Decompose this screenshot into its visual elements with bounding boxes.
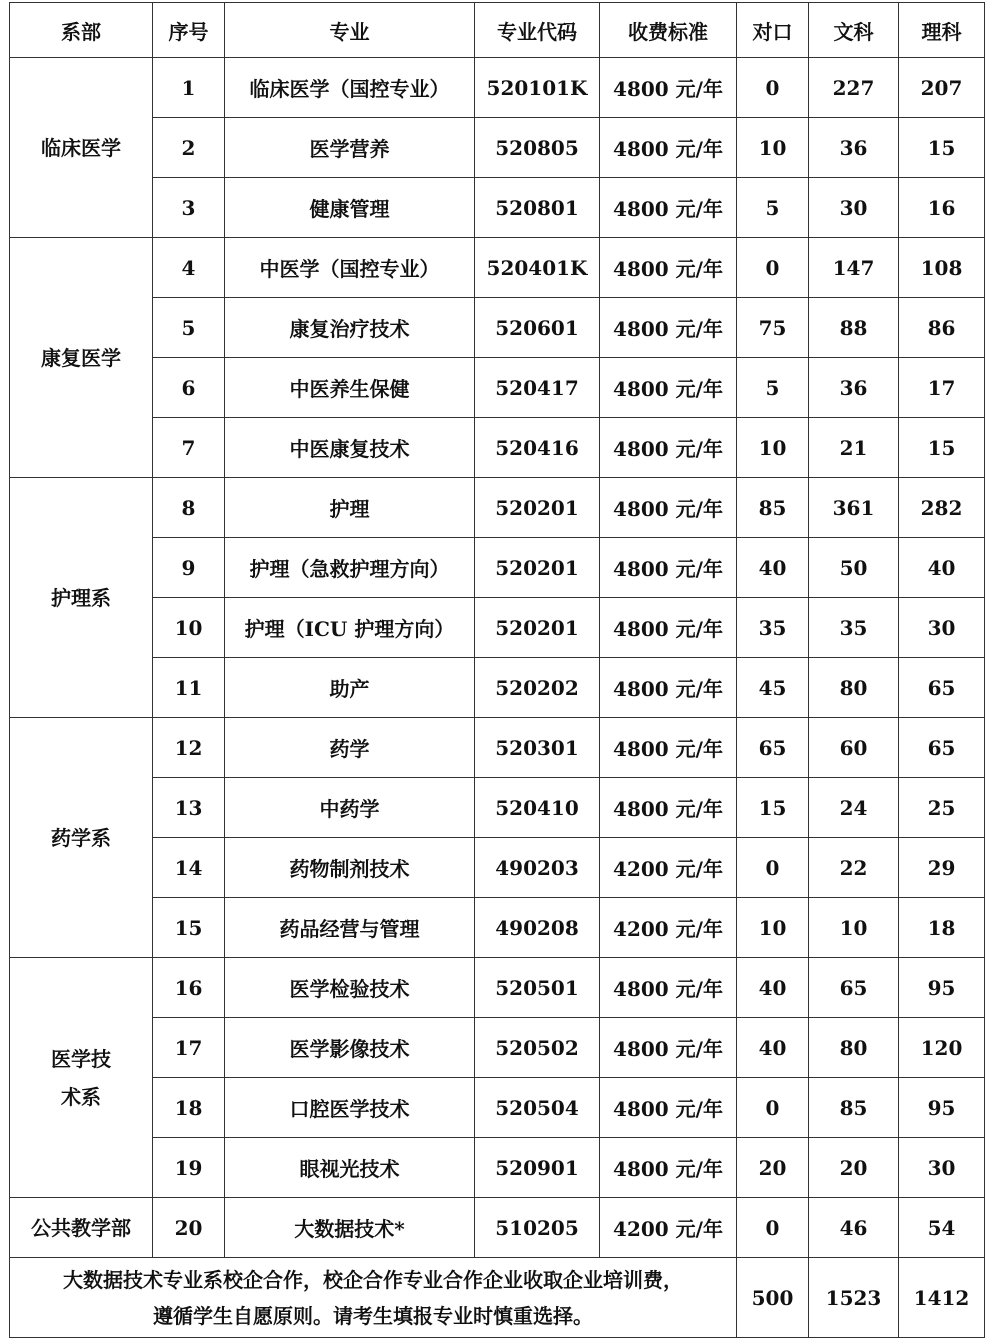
- science-cell: 65: [899, 718, 985, 778]
- department-cell: 康复医学: [10, 238, 153, 478]
- header-tuition: 收费标准: [600, 3, 737, 58]
- serial-number-cell: 3: [153, 178, 225, 238]
- total-duikou: 500: [737, 1258, 809, 1338]
- liberal-arts-cell: 147: [809, 238, 899, 298]
- duikou-cell: 0: [737, 1198, 809, 1258]
- science-cell: 29: [899, 838, 985, 898]
- tuition-cell: 4800 元/年: [600, 58, 737, 118]
- table-row: [10, 958, 985, 1018]
- liberal-arts-cell: 35: [809, 598, 899, 658]
- table-row: [10, 778, 985, 838]
- table-row: [10, 178, 985, 238]
- tuition-cell: 4800 元/年: [600, 598, 737, 658]
- major-cell: 中医学（国控专业）: [225, 238, 475, 298]
- liberal-arts-cell: 88: [809, 298, 899, 358]
- science-cell: 15: [899, 418, 985, 478]
- duikou-cell: 85: [737, 478, 809, 538]
- serial-number-cell: 13: [153, 778, 225, 838]
- duikou-cell: 45: [737, 658, 809, 718]
- tuition-cell: 4800 元/年: [600, 658, 737, 718]
- table-row: [10, 898, 985, 958]
- science-cell: 95: [899, 958, 985, 1018]
- major-cell: 医学营养: [225, 118, 475, 178]
- duikou-cell: 5: [737, 178, 809, 238]
- duikou-cell: 10: [737, 118, 809, 178]
- science-cell: 95: [899, 1078, 985, 1138]
- duikou-cell: 75: [737, 298, 809, 358]
- serial-number-cell: 9: [153, 538, 225, 598]
- table-row: [10, 478, 985, 538]
- major-cell: 护理（ICU 护理方向）: [225, 598, 475, 658]
- major-cell: 中医养生保健: [225, 358, 475, 418]
- tuition-cell: 4800 元/年: [600, 298, 737, 358]
- header-duikou: 对口: [737, 3, 809, 58]
- serial-number-cell: 8: [153, 478, 225, 538]
- header-department: 系部: [10, 3, 153, 58]
- science-cell: 108: [899, 238, 985, 298]
- serial-number-cell: 6: [153, 358, 225, 418]
- liberal-arts-cell: 65: [809, 958, 899, 1018]
- major-code-cell: 520202: [475, 658, 600, 718]
- tuition-cell: 4800 元/年: [600, 418, 737, 478]
- department-cell: 医学技 术系: [10, 958, 153, 1198]
- tuition-cell: 4800 元/年: [600, 538, 737, 598]
- major-code-cell: 520801: [475, 178, 600, 238]
- serial-number-cell: 1: [153, 58, 225, 118]
- major-code-cell: 490208: [475, 898, 600, 958]
- major-code-cell: 520504: [475, 1078, 600, 1138]
- science-cell: 30: [899, 1138, 985, 1198]
- major-cell: 药品经营与管理: [225, 898, 475, 958]
- table-row: [10, 418, 985, 478]
- liberal-arts-cell: 36: [809, 358, 899, 418]
- table-row: [10, 358, 985, 418]
- liberal-arts-cell: 361: [809, 478, 899, 538]
- science-cell: 30: [899, 598, 985, 658]
- major-cell: 中药学: [225, 778, 475, 838]
- enrollment-plan-table: [9, 2, 985, 1338]
- major-code-cell: 510205: [475, 1198, 600, 1258]
- table-row: [10, 58, 985, 118]
- tuition-cell: 4800 元/年: [600, 478, 737, 538]
- science-cell: 16: [899, 178, 985, 238]
- header-major-code: 专业代码: [475, 3, 600, 58]
- duikou-cell: 0: [737, 238, 809, 298]
- major-cell: 药学: [225, 718, 475, 778]
- duikou-cell: 40: [737, 958, 809, 1018]
- table-row: [10, 718, 985, 778]
- serial-number-cell: 7: [153, 418, 225, 478]
- major-cell: 护理（急救护理方向）: [225, 538, 475, 598]
- major-code-cell: 520501: [475, 958, 600, 1018]
- duikou-cell: 40: [737, 1018, 809, 1078]
- duikou-cell: 10: [737, 418, 809, 478]
- header-serial-number: 序号: [153, 3, 225, 58]
- total-science: 1412: [899, 1258, 985, 1338]
- department-cell: 公共教学部: [10, 1198, 153, 1258]
- major-cell: 康复治疗技术: [225, 298, 475, 358]
- liberal-arts-cell: 85: [809, 1078, 899, 1138]
- liberal-arts-cell: 80: [809, 1018, 899, 1078]
- table-row: [10, 238, 985, 298]
- science-cell: 207: [899, 58, 985, 118]
- major-code-cell: 520417: [475, 358, 600, 418]
- tuition-cell: 4800 元/年: [600, 118, 737, 178]
- major-cell: 中医康复技术: [225, 418, 475, 478]
- science-cell: 86: [899, 298, 985, 358]
- serial-number-cell: 16: [153, 958, 225, 1018]
- major-cell: 临床医学（国控专业）: [225, 58, 475, 118]
- table-row: [10, 118, 985, 178]
- tuition-cell: 4800 元/年: [600, 238, 737, 298]
- table-row: [10, 838, 985, 898]
- header-major: 专业: [225, 3, 475, 58]
- duikou-cell: 0: [737, 838, 809, 898]
- serial-number-cell: 2: [153, 118, 225, 178]
- science-cell: 120: [899, 1018, 985, 1078]
- duikou-cell: 65: [737, 718, 809, 778]
- major-code-cell: 520502: [475, 1018, 600, 1078]
- major-cell: 健康管理: [225, 178, 475, 238]
- tuition-cell: 4800 元/年: [600, 1138, 737, 1198]
- header-liberal-arts: 文科: [809, 3, 899, 58]
- major-code-cell: 520901: [475, 1138, 600, 1198]
- serial-number-cell: 11: [153, 658, 225, 718]
- duikou-cell: 0: [737, 1078, 809, 1138]
- major-code-cell: 520601: [475, 298, 600, 358]
- serial-number-cell: 15: [153, 898, 225, 958]
- serial-number-cell: 14: [153, 838, 225, 898]
- major-code-cell: 520201: [475, 598, 600, 658]
- science-cell: 282: [899, 478, 985, 538]
- liberal-arts-cell: 10: [809, 898, 899, 958]
- major-code-cell: 520201: [475, 538, 600, 598]
- major-cell: 医学检验技术: [225, 958, 475, 1018]
- major-code-cell: 520410: [475, 778, 600, 838]
- duikou-cell: 35: [737, 598, 809, 658]
- table-row: [10, 298, 985, 358]
- liberal-arts-cell: 50: [809, 538, 899, 598]
- major-code-cell: 520416: [475, 418, 600, 478]
- liberal-arts-cell: 22: [809, 838, 899, 898]
- liberal-arts-cell: 30: [809, 178, 899, 238]
- science-cell: 17: [899, 358, 985, 418]
- major-cell: 助产: [225, 658, 475, 718]
- liberal-arts-cell: 227: [809, 58, 899, 118]
- tuition-cell: 4800 元/年: [600, 1018, 737, 1078]
- table-body: [10, 58, 985, 1258]
- major-code-cell: 520401K: [475, 238, 600, 298]
- tuition-cell: 4800 元/年: [600, 958, 737, 1018]
- science-cell: 15: [899, 118, 985, 178]
- major-cell: 护理: [225, 478, 475, 538]
- duikou-cell: 10: [737, 898, 809, 958]
- major-code-cell: 520301: [475, 718, 600, 778]
- liberal-arts-cell: 36: [809, 118, 899, 178]
- tuition-cell: 4800 元/年: [600, 1078, 737, 1138]
- serial-number-cell: 5: [153, 298, 225, 358]
- table-row: [10, 658, 985, 718]
- liberal-arts-cell: 21: [809, 418, 899, 478]
- tuition-cell: 4200 元/年: [600, 1198, 737, 1258]
- table-row: [10, 598, 985, 658]
- serial-number-cell: 17: [153, 1018, 225, 1078]
- department-cell: 药学系: [10, 718, 153, 958]
- duikou-cell: 20: [737, 1138, 809, 1198]
- department-cell: 护理系: [10, 478, 153, 718]
- serial-number-cell: 20: [153, 1198, 225, 1258]
- science-cell: 54: [899, 1198, 985, 1258]
- major-code-cell: 520805: [475, 118, 600, 178]
- serial-number-cell: 19: [153, 1138, 225, 1198]
- major-cell: 大数据技术*: [225, 1198, 475, 1258]
- major-cell: 医学影像技术: [225, 1018, 475, 1078]
- science-cell: 25: [899, 778, 985, 838]
- duikou-cell: 40: [737, 538, 809, 598]
- major-code-cell: 520101K: [475, 58, 600, 118]
- tuition-cell: 4200 元/年: [600, 898, 737, 958]
- table-row: [10, 1138, 985, 1198]
- footer-row: [10, 1258, 985, 1338]
- serial-number-cell: 18: [153, 1078, 225, 1138]
- liberal-arts-cell: 80: [809, 658, 899, 718]
- tuition-cell: 4800 元/年: [600, 358, 737, 418]
- liberal-arts-cell: 24: [809, 778, 899, 838]
- footer-note: [10, 1258, 737, 1338]
- liberal-arts-cell: 20: [809, 1138, 899, 1198]
- tuition-cell: 4800 元/年: [600, 718, 737, 778]
- major-code-cell: 520201: [475, 478, 600, 538]
- duikou-cell: 0: [737, 58, 809, 118]
- tuition-cell: 4200 元/年: [600, 838, 737, 898]
- header-science: 理科: [899, 3, 985, 58]
- duikou-cell: 15: [737, 778, 809, 838]
- serial-number-cell: 12: [153, 718, 225, 778]
- major-code-cell: 490203: [475, 838, 600, 898]
- footer-note-line-1: 大数据技术专业系校企合作，校企合作专业合作企业收取企业培训费，: [63, 1267, 683, 1292]
- tuition-cell: 4800 元/年: [600, 778, 737, 838]
- department-cell: 临床医学: [10, 58, 153, 238]
- duikou-cell: 5: [737, 358, 809, 418]
- liberal-arts-cell: 60: [809, 718, 899, 778]
- science-cell: 40: [899, 538, 985, 598]
- header-row: [10, 3, 985, 58]
- liberal-arts-cell: 46: [809, 1198, 899, 1258]
- table-row: [10, 1078, 985, 1138]
- footer-note-line-2: 遵循学生自愿原则。请考生填报专业时慎重选择。: [153, 1303, 593, 1328]
- major-cell: 药物制剂技术: [225, 838, 475, 898]
- tuition-cell: 4800 元/年: [600, 178, 737, 238]
- table-row: [10, 1018, 985, 1078]
- science-cell: 18: [899, 898, 985, 958]
- major-cell: 口腔医学技术: [225, 1078, 475, 1138]
- science-cell: 65: [899, 658, 985, 718]
- serial-number-cell: 4: [153, 238, 225, 298]
- table-row: [10, 1198, 985, 1258]
- total-liberal-arts: 1523: [809, 1258, 899, 1338]
- table-row: [10, 538, 985, 598]
- major-cell: 眼视光技术: [225, 1138, 475, 1198]
- serial-number-cell: 10: [153, 598, 225, 658]
